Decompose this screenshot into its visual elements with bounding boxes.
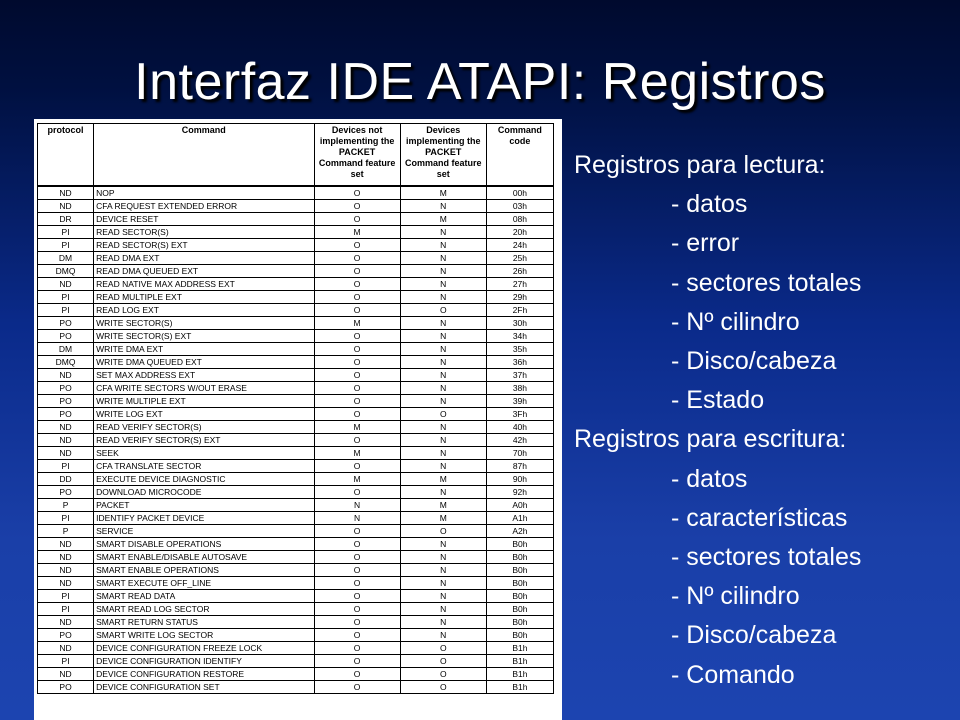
table-row bbox=[38, 655, 554, 668]
cell-command: DEVICE RESET bbox=[94, 213, 314, 226]
cell-command: READ MULTIPLE EXT bbox=[94, 291, 314, 304]
cell-protocol: ND bbox=[38, 278, 94, 291]
header-command-code: Command code bbox=[486, 124, 553, 187]
table-row bbox=[38, 186, 554, 200]
cell-packet: N bbox=[400, 538, 486, 551]
cell-code: B1h bbox=[486, 681, 553, 694]
cell-not-packet: O bbox=[314, 278, 400, 291]
cell-code: 27h bbox=[486, 278, 553, 291]
table-row bbox=[38, 434, 554, 447]
cell-command: NOP bbox=[94, 186, 314, 200]
cell-protocol: PO bbox=[38, 486, 94, 499]
cell-protocol: ND bbox=[38, 421, 94, 434]
cell-code: 38h bbox=[486, 382, 553, 395]
cell-code: 90h bbox=[486, 473, 553, 486]
register-item: - datos bbox=[671, 464, 748, 493]
cell-code: B0h bbox=[486, 538, 553, 551]
cell-not-packet: O bbox=[314, 655, 400, 668]
cell-protocol: P bbox=[38, 525, 94, 538]
cell-packet: N bbox=[400, 629, 486, 642]
cell-not-packet: O bbox=[314, 616, 400, 629]
table-row bbox=[38, 408, 554, 421]
cell-command: CFA WRITE SECTORS W/OUT ERASE bbox=[94, 382, 314, 395]
table-row bbox=[38, 343, 554, 356]
cell-protocol: PI bbox=[38, 603, 94, 616]
cell-not-packet: O bbox=[314, 551, 400, 564]
cell-command: DOWNLOAD MICROCODE bbox=[94, 486, 314, 499]
cell-code: 87h bbox=[486, 460, 553, 473]
table-row bbox=[38, 369, 554, 382]
cell-not-packet: O bbox=[314, 186, 400, 200]
header-devices-packet: Devices implementing the PACKET Command feature set bbox=[400, 124, 486, 187]
cell-packet: N bbox=[400, 486, 486, 499]
cell-code: 08h bbox=[486, 213, 553, 226]
cell-not-packet: O bbox=[314, 590, 400, 603]
register-group-heading: Registros para escritura: bbox=[574, 425, 847, 454]
cell-protocol: ND bbox=[38, 186, 94, 200]
cell-packet: N bbox=[400, 252, 486, 265]
table-row bbox=[38, 642, 554, 655]
cell-packet: O bbox=[400, 668, 486, 681]
table-body bbox=[38, 186, 554, 694]
cell-protocol: DM bbox=[38, 343, 94, 356]
cell-command: SMART DISABLE OPERATIONS bbox=[94, 538, 314, 551]
cell-command: SMART READ LOG SECTOR bbox=[94, 603, 314, 616]
cell-command: WRITE DMA QUEUED EXT bbox=[94, 356, 314, 369]
cell-command: SMART READ DATA bbox=[94, 590, 314, 603]
cell-code: B1h bbox=[486, 655, 553, 668]
cell-protocol: PI bbox=[38, 590, 94, 603]
cell-protocol: PO bbox=[38, 681, 94, 694]
table-row bbox=[38, 538, 554, 551]
cell-packet: N bbox=[400, 590, 486, 603]
cell-code: 2Fh bbox=[486, 304, 553, 317]
cell-command: READ DMA QUEUED EXT bbox=[94, 265, 314, 278]
table-row bbox=[38, 668, 554, 681]
command-table-image bbox=[34, 119, 562, 720]
cell-packet: M bbox=[400, 512, 486, 525]
cell-not-packet: O bbox=[314, 213, 400, 226]
cell-not-packet: O bbox=[314, 525, 400, 538]
cell-packet: O bbox=[400, 642, 486, 655]
register-group-heading: Registros para lectura: bbox=[574, 151, 826, 179]
cell-packet: N bbox=[400, 421, 486, 434]
table-row bbox=[38, 525, 554, 538]
cell-protocol: ND bbox=[38, 564, 94, 577]
register-item: - datos bbox=[671, 190, 748, 219]
cell-code: B1h bbox=[486, 642, 553, 655]
table-row bbox=[38, 239, 554, 252]
register-item: - Estado bbox=[671, 386, 765, 415]
cell-protocol: PO bbox=[38, 330, 94, 343]
cell-not-packet: O bbox=[314, 304, 400, 317]
table-row bbox=[38, 447, 554, 460]
cell-not-packet: O bbox=[314, 408, 400, 421]
table-row bbox=[38, 577, 554, 590]
cell-code: B0h bbox=[486, 551, 553, 564]
cell-code: A0h bbox=[486, 499, 553, 512]
cell-packet: M bbox=[400, 213, 486, 226]
cell-packet: M bbox=[400, 473, 486, 486]
cell-not-packet: M bbox=[314, 421, 400, 434]
cell-code: B0h bbox=[486, 603, 553, 616]
table-row bbox=[38, 551, 554, 564]
cell-protocol: ND bbox=[38, 616, 94, 629]
cell-not-packet: O bbox=[314, 603, 400, 616]
cell-command: READ LOG EXT bbox=[94, 304, 314, 317]
cell-command: READ NATIVE MAX ADDRESS EXT bbox=[94, 278, 314, 291]
cell-protocol: ND bbox=[38, 447, 94, 460]
register-item: - error bbox=[671, 229, 740, 258]
table-row bbox=[38, 681, 554, 694]
cell-packet: N bbox=[400, 278, 486, 291]
cell-not-packet: O bbox=[314, 668, 400, 681]
table-row bbox=[38, 629, 554, 642]
cell-command: READ VERIFY SECTOR(S) EXT bbox=[94, 434, 314, 447]
table-row bbox=[38, 603, 554, 616]
cell-not-packet: O bbox=[314, 291, 400, 304]
table-row bbox=[38, 265, 554, 278]
cell-code: 70h bbox=[486, 447, 553, 460]
cell-code: 30h bbox=[486, 317, 553, 330]
table-row bbox=[38, 499, 554, 512]
cell-protocol: DM bbox=[38, 252, 94, 265]
cell-packet: N bbox=[400, 434, 486, 447]
cell-not-packet: O bbox=[314, 239, 400, 252]
cell-protocol: ND bbox=[38, 434, 94, 447]
cell-not-packet: O bbox=[314, 434, 400, 447]
cell-packet: N bbox=[400, 369, 486, 382]
cell-command: DEVICE CONFIGURATION FREEZE LOCK bbox=[94, 642, 314, 655]
cell-packet: N bbox=[400, 317, 486, 330]
cell-not-packet: M bbox=[314, 226, 400, 239]
cell-protocol: PO bbox=[38, 317, 94, 330]
cell-code: 42h bbox=[486, 434, 553, 447]
cell-protocol: ND bbox=[38, 668, 94, 681]
cell-code: A1h bbox=[486, 512, 553, 525]
cell-protocol: PI bbox=[38, 460, 94, 473]
cell-not-packet: O bbox=[314, 577, 400, 590]
cell-packet: O bbox=[400, 655, 486, 668]
cell-code: 29h bbox=[486, 291, 553, 304]
table-row bbox=[38, 590, 554, 603]
cell-command: PACKET bbox=[94, 499, 314, 512]
cell-protocol: PI bbox=[38, 655, 94, 668]
cell-packet: N bbox=[400, 330, 486, 343]
table-row bbox=[38, 213, 554, 226]
cell-code: 39h bbox=[486, 395, 553, 408]
cell-not-packet: O bbox=[314, 681, 400, 694]
cell-command: WRITE SECTOR(S) bbox=[94, 317, 314, 330]
cell-packet: N bbox=[400, 200, 486, 213]
cell-not-packet: O bbox=[314, 356, 400, 369]
register-item: - sectores totales bbox=[671, 543, 862, 572]
cell-code: B0h bbox=[486, 564, 553, 577]
cell-not-packet: M bbox=[314, 317, 400, 330]
cell-protocol: P bbox=[38, 499, 94, 512]
cell-packet: N bbox=[400, 460, 486, 473]
cell-command: SMART WRITE LOG SECTOR bbox=[94, 629, 314, 642]
table-header-row bbox=[38, 124, 554, 187]
cell-code: 36h bbox=[486, 356, 553, 369]
cell-command: READ SECTOR(S) bbox=[94, 226, 314, 239]
cell-packet: N bbox=[400, 291, 486, 304]
cell-not-packet: O bbox=[314, 252, 400, 265]
cell-command: SERVICE bbox=[94, 525, 314, 538]
table-row bbox=[38, 395, 554, 408]
cell-command: IDENTIFY PACKET DEVICE bbox=[94, 512, 314, 525]
table-row bbox=[38, 317, 554, 330]
cell-packet: N bbox=[400, 356, 486, 369]
cell-packet: N bbox=[400, 616, 486, 629]
cell-packet: N bbox=[400, 564, 486, 577]
cell-packet: O bbox=[400, 304, 486, 317]
table-row bbox=[38, 226, 554, 239]
cell-code: 20h bbox=[486, 226, 553, 239]
cell-code: 26h bbox=[486, 265, 553, 278]
cell-code: 35h bbox=[486, 343, 553, 356]
cell-protocol: PI bbox=[38, 512, 94, 525]
table-row bbox=[38, 616, 554, 629]
cell-protocol: PI bbox=[38, 239, 94, 252]
cell-command: CFA REQUEST EXTENDED ERROR bbox=[94, 200, 314, 213]
cell-not-packet: O bbox=[314, 265, 400, 278]
cell-code: 3Fh bbox=[486, 408, 553, 421]
cell-protocol: DMQ bbox=[38, 356, 94, 369]
cell-code: 40h bbox=[486, 421, 553, 434]
cell-code: 00h bbox=[486, 186, 553, 200]
cell-command: SMART ENABLE OPERATIONS bbox=[94, 564, 314, 577]
cell-not-packet: O bbox=[314, 369, 400, 382]
cell-code: A2h bbox=[486, 525, 553, 538]
cell-packet: O bbox=[400, 525, 486, 538]
cell-command: DEVICE CONFIGURATION RESTORE bbox=[94, 668, 314, 681]
table-row bbox=[38, 473, 554, 486]
table-row bbox=[38, 330, 554, 343]
table-row bbox=[38, 200, 554, 213]
cell-not-packet: N bbox=[314, 512, 400, 525]
cell-protocol: PO bbox=[38, 395, 94, 408]
cell-not-packet: O bbox=[314, 642, 400, 655]
cell-not-packet: O bbox=[314, 343, 400, 356]
cell-packet: O bbox=[400, 408, 486, 421]
register-item: - Disco/cabeza bbox=[671, 347, 837, 376]
cell-not-packet: O bbox=[314, 564, 400, 577]
table-row bbox=[38, 278, 554, 291]
cell-command: SET MAX ADDRESS EXT bbox=[94, 369, 314, 382]
cell-packet: N bbox=[400, 603, 486, 616]
cell-protocol: DD bbox=[38, 473, 94, 486]
cell-packet: N bbox=[400, 239, 486, 252]
cell-code: 37h bbox=[486, 369, 553, 382]
cell-packet: N bbox=[400, 447, 486, 460]
cell-protocol: PO bbox=[38, 629, 94, 642]
cell-not-packet: O bbox=[314, 629, 400, 642]
cell-not-packet: N bbox=[314, 499, 400, 512]
cell-code: 24h bbox=[486, 239, 553, 252]
cell-code: B0h bbox=[486, 590, 553, 603]
cell-packet: O bbox=[400, 681, 486, 694]
table-row bbox=[38, 252, 554, 265]
cell-command: CFA TRANSLATE SECTOR bbox=[94, 460, 314, 473]
cell-packet: N bbox=[400, 395, 486, 408]
cell-command: SMART EXECUTE OFF_LINE bbox=[94, 577, 314, 590]
table-row bbox=[38, 512, 554, 525]
cell-code: 03h bbox=[486, 200, 553, 213]
cell-protocol: ND bbox=[38, 642, 94, 655]
cell-not-packet: O bbox=[314, 486, 400, 499]
table-row bbox=[38, 486, 554, 499]
cell-protocol: ND bbox=[38, 551, 94, 564]
register-item: - Nº cilindro bbox=[671, 307, 800, 336]
table-row bbox=[38, 356, 554, 369]
cell-command: WRITE LOG EXT bbox=[94, 408, 314, 421]
cell-command: READ SECTOR(S) EXT bbox=[94, 239, 314, 252]
cell-code: B0h bbox=[486, 616, 553, 629]
cell-protocol: ND bbox=[38, 200, 94, 213]
table-row bbox=[38, 564, 554, 577]
cell-not-packet: O bbox=[314, 200, 400, 213]
cell-protocol: PO bbox=[38, 382, 94, 395]
cell-not-packet: M bbox=[314, 447, 400, 460]
cell-command: SMART ENABLE/DISABLE AUTOSAVE bbox=[94, 551, 314, 564]
cell-packet: N bbox=[400, 382, 486, 395]
cell-protocol: DMQ bbox=[38, 265, 94, 278]
cell-not-packet: O bbox=[314, 330, 400, 343]
cell-command: DEVICE CONFIGURATION SET bbox=[94, 681, 314, 694]
registers-list bbox=[574, 146, 861, 695]
cell-command: SMART RETURN STATUS bbox=[94, 616, 314, 629]
cell-not-packet: O bbox=[314, 395, 400, 408]
cell-packet: N bbox=[400, 265, 486, 278]
cell-command: DEVICE CONFIGURATION IDENTIFY bbox=[94, 655, 314, 668]
header-command: Command bbox=[94, 124, 314, 187]
cell-code: 25h bbox=[486, 252, 553, 265]
cell-code: B1h bbox=[486, 668, 553, 681]
cell-code: B0h bbox=[486, 629, 553, 642]
cell-command: EXECUTE DEVICE DIAGNOSTIC bbox=[94, 473, 314, 486]
cell-code: 34h bbox=[486, 330, 553, 343]
cell-protocol: ND bbox=[38, 369, 94, 382]
cell-packet: M bbox=[400, 499, 486, 512]
register-item: - sectores totales bbox=[671, 268, 862, 297]
cell-command: WRITE DMA EXT bbox=[94, 343, 314, 356]
cell-protocol: PI bbox=[38, 291, 94, 304]
cell-packet: N bbox=[400, 343, 486, 356]
cell-protocol: DR bbox=[38, 213, 94, 226]
cell-not-packet: O bbox=[314, 538, 400, 551]
cell-protocol: PI bbox=[38, 304, 94, 317]
cell-not-packet: M bbox=[314, 473, 400, 486]
table-row bbox=[38, 382, 554, 395]
table-row bbox=[38, 291, 554, 304]
cell-packet: N bbox=[400, 551, 486, 564]
register-item: - Disco/cabeza bbox=[671, 621, 837, 650]
cell-protocol: PI bbox=[38, 226, 94, 239]
cell-packet: N bbox=[400, 226, 486, 239]
slide-title: Interfaz IDE ATAPI: Registros bbox=[134, 53, 826, 111]
header-devices-not-packet: Devices not implementing the PACKET Command feature set bbox=[314, 124, 400, 187]
cell-command: WRITE MULTIPLE EXT bbox=[94, 395, 314, 408]
cell-command: SEEK bbox=[94, 447, 314, 460]
cell-not-packet: O bbox=[314, 382, 400, 395]
register-item: - características bbox=[671, 503, 848, 532]
table-row bbox=[38, 421, 554, 434]
header-protocol: protocol bbox=[38, 124, 94, 187]
cell-command: WRITE SECTOR(S) EXT bbox=[94, 330, 314, 343]
cell-not-packet: O bbox=[314, 460, 400, 473]
cell-packet: M bbox=[400, 186, 486, 200]
cell-code: 92h bbox=[486, 486, 553, 499]
cell-code: B0h bbox=[486, 577, 553, 590]
cell-command: READ VERIFY SECTOR(S) bbox=[94, 421, 314, 434]
cell-protocol: ND bbox=[38, 538, 94, 551]
table-row bbox=[38, 460, 554, 473]
command-table bbox=[37, 123, 554, 694]
table-row bbox=[38, 304, 554, 317]
cell-packet: N bbox=[400, 577, 486, 590]
register-item: - Comando bbox=[671, 660, 795, 689]
register-item: - Nº cilindro bbox=[671, 582, 800, 611]
cell-command: READ DMA EXT bbox=[94, 252, 314, 265]
cell-protocol: ND bbox=[38, 577, 94, 590]
cell-protocol: PO bbox=[38, 408, 94, 421]
